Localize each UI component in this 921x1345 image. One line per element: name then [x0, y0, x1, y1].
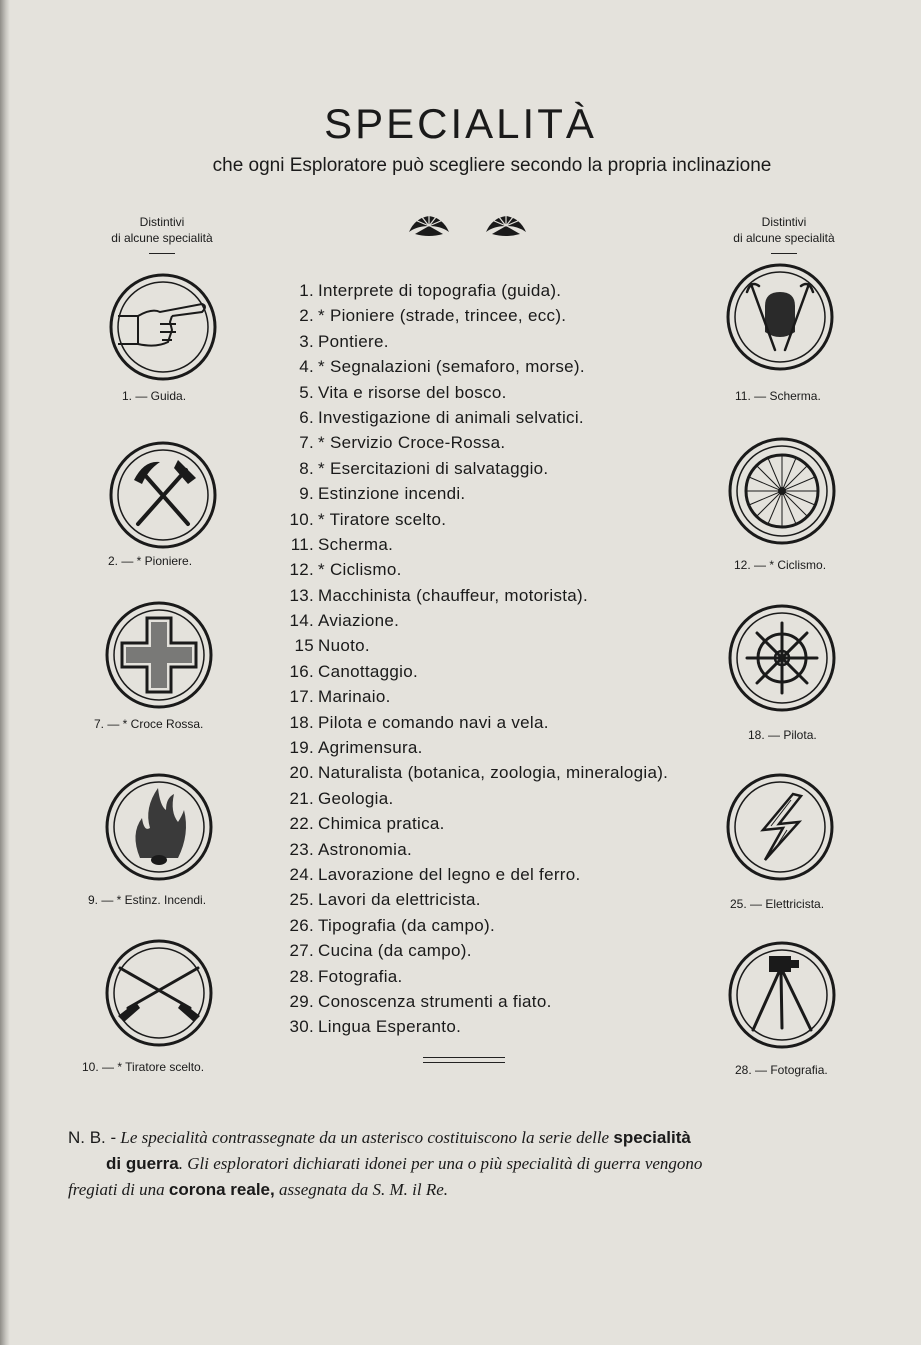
badge-caption: 25. — Elettricista. [730, 897, 825, 911]
specialty-number: 24. [289, 864, 314, 884]
specialty-number: 26. [289, 915, 314, 935]
specialty-name: Vita e risorse del bosco. [318, 382, 507, 402]
ship-wheel-icon [727, 603, 837, 713]
specialty-item [270, 964, 710, 989]
specialty-list [270, 278, 710, 1040]
specialty-item [270, 633, 710, 658]
specialty-number: 22. [289, 814, 314, 834]
specialty-name: Marinaio. [318, 687, 391, 707]
specialty-name: Agrimensura. [318, 738, 423, 758]
specialty-name: Ciclismo. [329, 560, 402, 580]
flame-icon [104, 772, 214, 882]
specialty-number: 9. [299, 484, 314, 504]
specialty-number: 17. [289, 687, 314, 707]
specialty-item [270, 938, 710, 963]
war-specialty-asterisk: * [318, 458, 330, 478]
specialty-item [270, 989, 710, 1014]
pointing-hand-icon [108, 272, 218, 382]
specialty-item [270, 659, 710, 684]
specialty-number: 27. [289, 941, 314, 961]
specialty-name: Aviazione. [318, 611, 400, 631]
specialty-name: Tipografia (da campo). [318, 915, 495, 935]
specialty-number: 3. [299, 331, 314, 351]
specialty-item [270, 710, 710, 735]
specialty-name: Astronomia. [318, 839, 413, 859]
specialty-number: 8. [299, 458, 314, 478]
specialty-item [270, 913, 710, 938]
specialty-name: Lavorazione del legno e del ferro. [318, 864, 581, 884]
badge-caption: 1. — Guida. [122, 389, 187, 403]
footnote-label: N. B. - [68, 1128, 117, 1147]
specialty-item [270, 608, 710, 633]
specialty-name: Servizio Croce-Rossa. [329, 433, 506, 453]
specialty-item [270, 1014, 710, 1039]
specialty-number: 10. [289, 509, 314, 529]
specialty-name: Esercitazioni di salvataggio. [329, 458, 549, 478]
specialty-name: Geologia. [318, 788, 394, 808]
specialty-item [270, 532, 710, 557]
heading-rule [771, 253, 797, 254]
specialty-name: Tiratore scelto. [329, 509, 447, 529]
crossed-rifles-icon [104, 938, 214, 1048]
specialty-item [270, 837, 710, 862]
heading-line1: Distintivi [761, 215, 807, 229]
specialty-number: 6. [299, 407, 314, 427]
footnote-text: assegnata da S. M. il Re. [274, 1180, 449, 1199]
specialty-number: 12. [289, 560, 314, 580]
specialty-number: 19. [289, 738, 314, 758]
specialty-item [270, 811, 710, 836]
specialty-name: Macchinista (chauffeur, motorista). [318, 585, 589, 605]
specialty-item [270, 557, 710, 582]
specialty-item [270, 405, 710, 430]
specialty-number: 30. [289, 1017, 314, 1037]
specialty-number: 5. [299, 382, 314, 402]
specialty-item [270, 862, 710, 887]
pick-axe-icon [108, 440, 218, 550]
specialty-name: Lavori da elettricista. [318, 890, 481, 910]
specialty-item [270, 481, 710, 506]
specialty-item [270, 507, 710, 532]
war-specialty-asterisk: * [318, 357, 330, 377]
specialty-number: 28. [289, 966, 314, 986]
specialty-item [270, 786, 710, 811]
specialty-name: Investigazione di animali selvatici. [318, 407, 584, 427]
fan-ornament-icon [405, 212, 453, 240]
badge-caption: 7. — * Croce Rossa. [94, 717, 204, 731]
heading-line2: di alcune specialità [733, 231, 835, 245]
lightning-bolt-icon [725, 772, 835, 882]
specialty-item [270, 735, 710, 760]
specialty-number: 23. [289, 839, 314, 859]
footnote-text: . Gli esploratori dichiarati idonei per una o più specialità di guerra vengono [178, 1154, 703, 1173]
specialty-name: Naturalista (botanica, zoologia, mineralogia). [318, 763, 669, 783]
specialty-number: 21. [289, 788, 314, 808]
specialty-name: Lingua Esperanto. [318, 1017, 462, 1037]
specialty-number: 11. [290, 534, 314, 554]
heading-line1: Distintivi [139, 215, 185, 229]
war-specialty-asterisk: * [318, 509, 330, 529]
fencing-mask-icon [725, 262, 835, 372]
specialty-name: Scherma. [318, 534, 394, 554]
fan-ornament-icon [482, 212, 530, 240]
red-cross-icon [104, 600, 214, 710]
specialty-item [270, 354, 710, 379]
specialty-item [270, 760, 710, 785]
specialty-name: Pioniere (strade, trincee, ecc). [329, 306, 567, 326]
specialty-number: 25. [289, 890, 314, 910]
specialty-number: 15 [294, 636, 314, 656]
page-title: SPECIALITÀ [324, 100, 597, 147]
footnote [68, 1125, 888, 1203]
specialty-name: Canottaggio. [318, 661, 419, 681]
specialty-number: 16. [289, 661, 314, 681]
specialty-name: Fotografia. [318, 966, 403, 986]
footnote-text: Le specialità contrassegnate da un asterisco costituiscono la serie delle [116, 1128, 614, 1147]
specialty-number: 14. [289, 611, 314, 631]
specialty-name: Segnalazioni (semaforo, morse). [329, 357, 585, 377]
specialty-item [270, 329, 710, 354]
heading-line2: di alcune specialità [111, 231, 213, 245]
bicycle-wheel-icon [727, 436, 837, 546]
footnote-bold: di guerra [106, 1154, 179, 1173]
specialty-item [270, 684, 710, 709]
badge-caption: 9. — * Estinz. Incendi. [88, 893, 207, 907]
specialty-number: 7. [299, 433, 314, 453]
footnote-bold: specialità [613, 1128, 691, 1147]
specialty-name: Cucina (da campo). [318, 941, 472, 961]
specialty-name: Pontiere. [318, 331, 389, 351]
war-specialty-asterisk: * [318, 306, 330, 326]
specialty-number: 13. [289, 585, 314, 605]
double-rule-divider [423, 1057, 505, 1063]
specialty-name: Interprete di topografia (guida). [318, 281, 562, 300]
heading-rule [149, 253, 175, 254]
right-column-heading [704, 214, 864, 254]
specialty-name: Chimica pratica. [318, 814, 445, 834]
specialty-item [270, 430, 710, 455]
specialty-name: Estinzione incendi. [318, 484, 466, 504]
footnote-text: fregiati di una [68, 1180, 169, 1199]
page-subtitle: che ogni Esploratore può scegliere secondo la propria inclinazione [212, 155, 772, 176]
specialty-name: Conoscenza strumenti a fiato. [318, 991, 552, 1011]
specialty-number: 4. [299, 357, 314, 377]
footnote-bold: corona reale, [168, 1180, 275, 1199]
specialty-item [270, 583, 710, 608]
badge-caption: 10. — * Tiratore scelto. [82, 1060, 205, 1074]
binding-shadow [0, 0, 10, 1345]
specialty-item [270, 456, 710, 481]
specialty-name: Nuoto. [318, 636, 370, 656]
specialty-item [270, 887, 710, 912]
badge-caption: 11. — Scherma. [735, 389, 821, 403]
specialty-number: 29. [289, 991, 314, 1011]
specialty-item [270, 278, 710, 303]
specialty-number: 2. [299, 306, 314, 326]
specialty-name: Pilota e comando navi a vela. [318, 712, 549, 732]
war-specialty-asterisk: * [318, 433, 330, 453]
badge-caption: 12. — * Ciclismo. [734, 558, 827, 572]
specialty-item [270, 303, 710, 328]
specialty-number: 1. [299, 281, 314, 300]
badge-caption: 2. — * Pioniere. [108, 554, 193, 568]
badge-caption: 18. — Pilota. [748, 728, 817, 742]
war-specialty-asterisk: * [318, 560, 330, 580]
badge-caption: 28. — Fotografia. [735, 1063, 828, 1077]
specialty-number: 20. [289, 763, 314, 783]
camera-tripod-icon [727, 940, 837, 1050]
left-column-heading [82, 214, 242, 254]
specialty-number: 18. [289, 712, 314, 732]
specialty-item [270, 380, 710, 405]
